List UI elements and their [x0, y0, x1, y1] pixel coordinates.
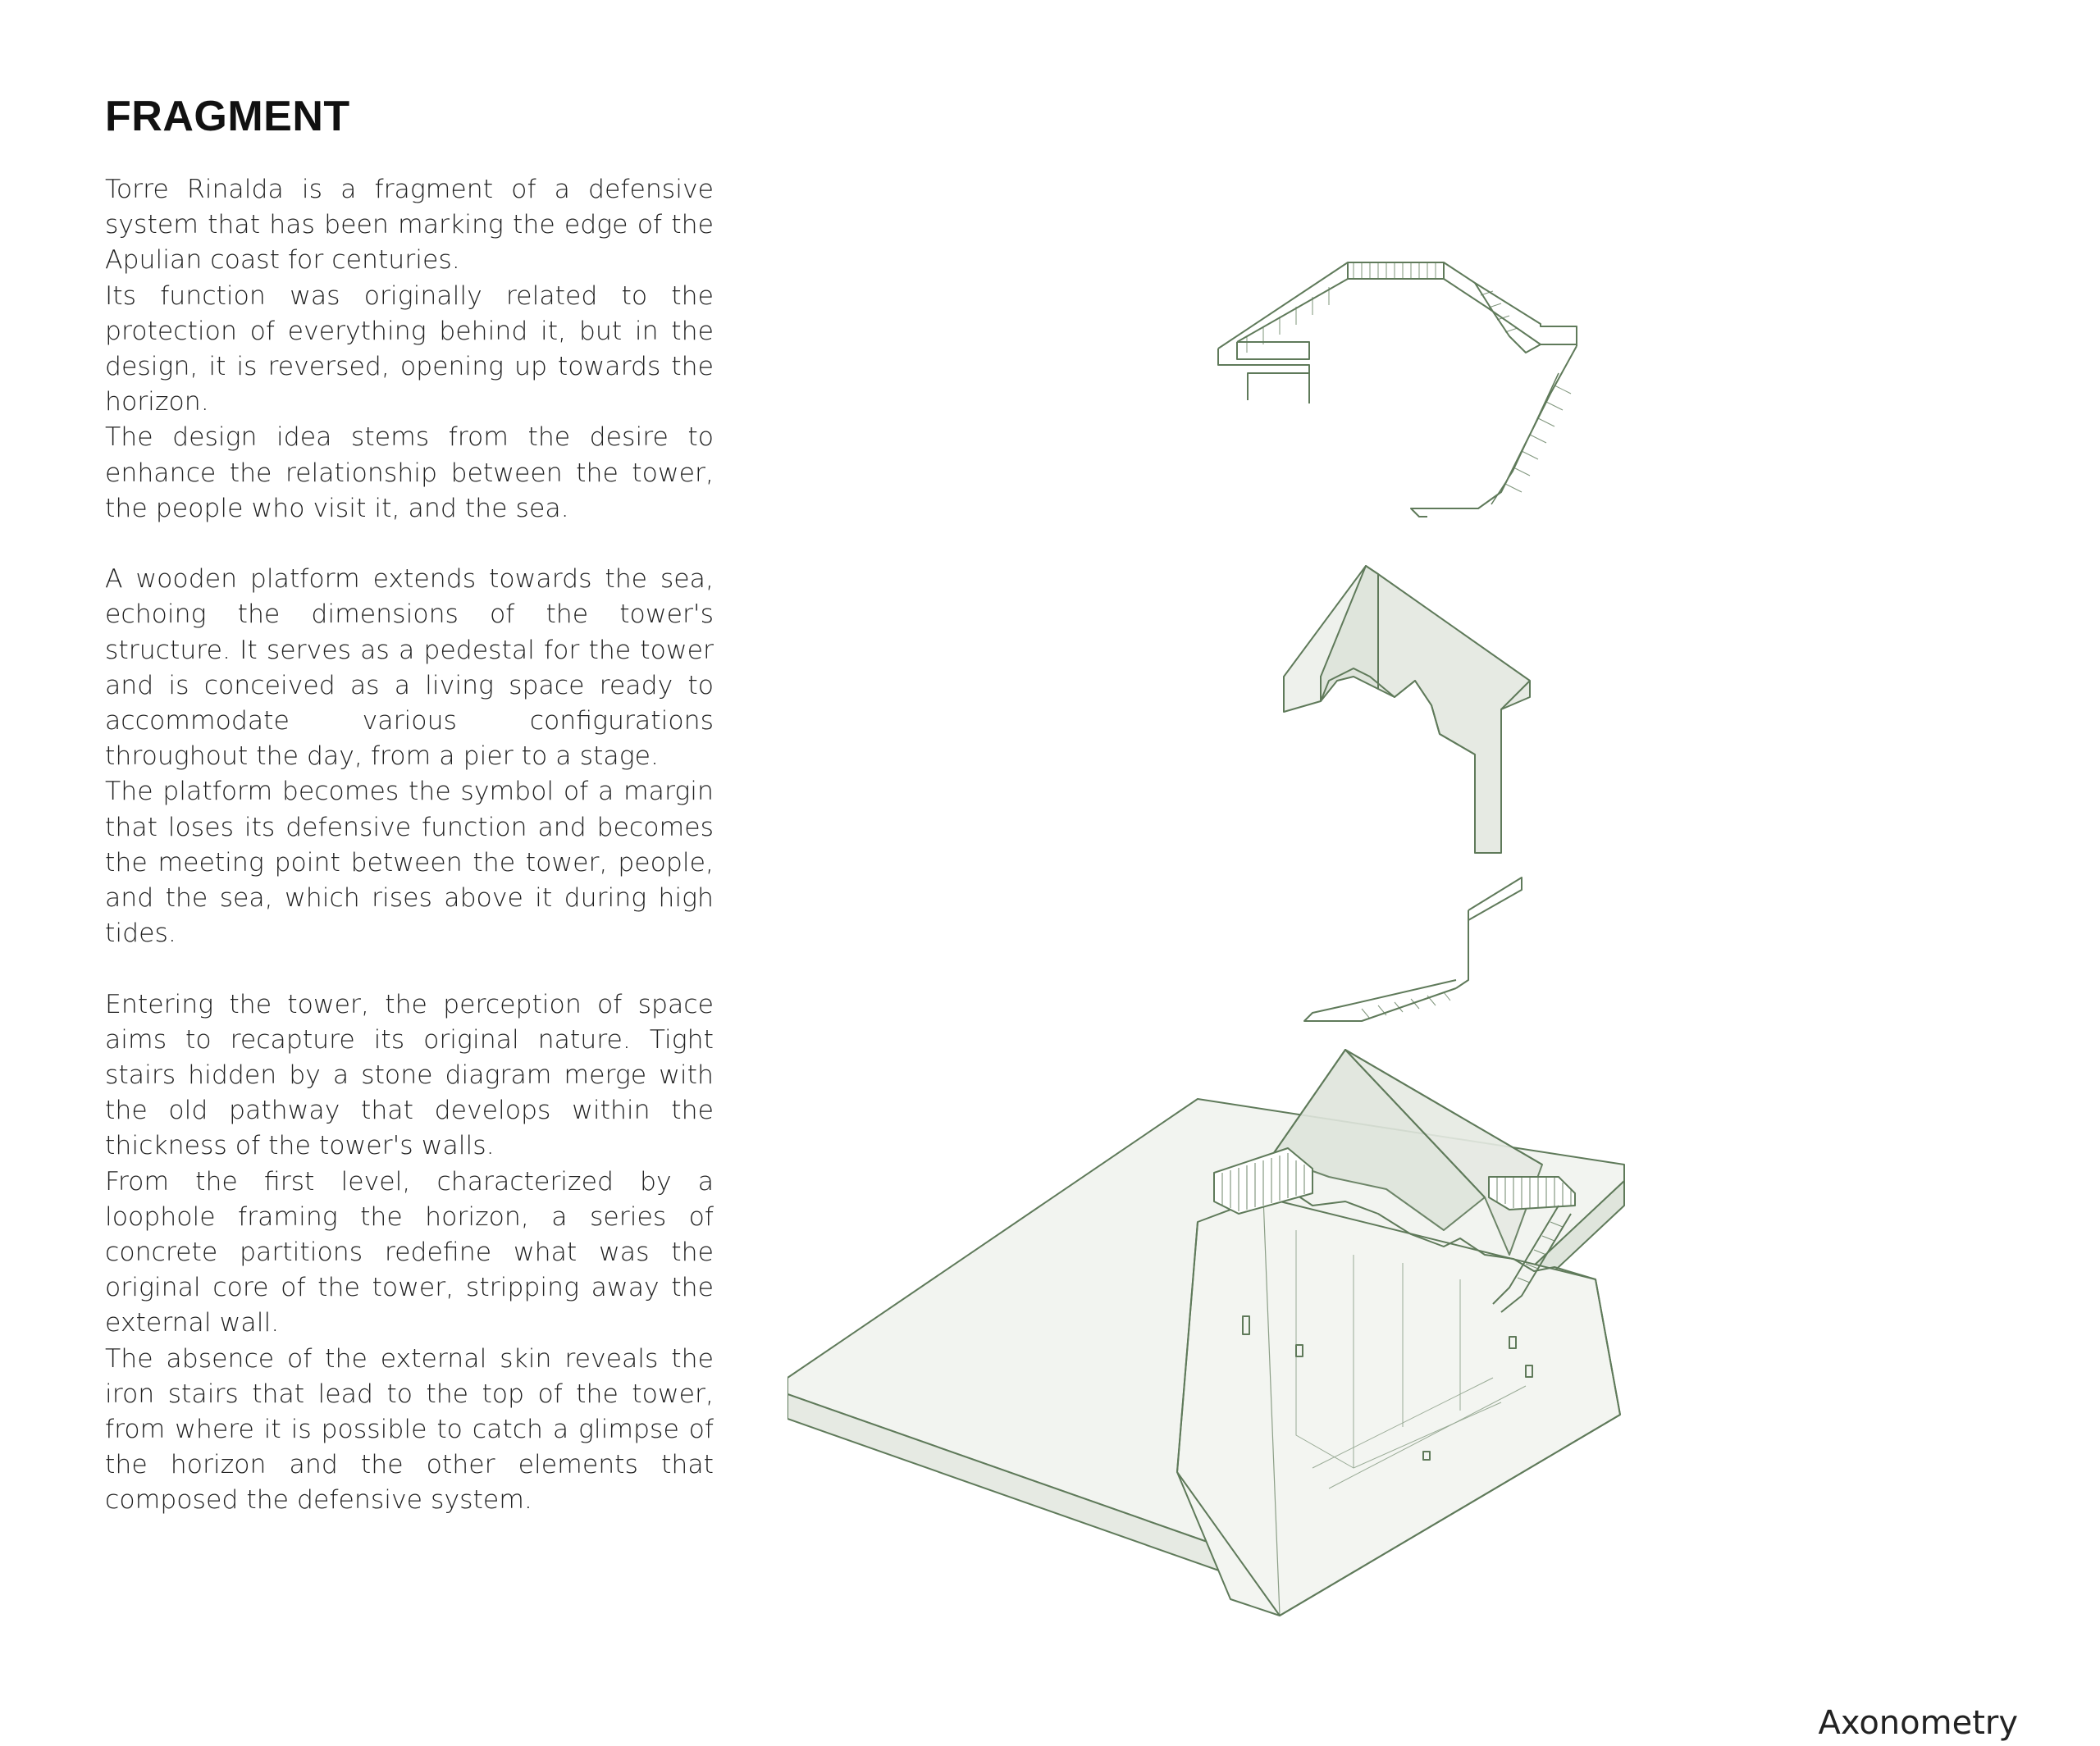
walkway-edge [1348, 262, 1444, 279]
right-wall [1378, 574, 1530, 853]
paragraph: A wooden platform extends towards the sea, echoing the dimensions of the tower's structure. It serves as a pedestal for the tower and is conceived as a living space ready to accommodate various configurations throughout the day, from a pier to a stage. [105, 564, 714, 772]
paragraph: The design idea stems from the desire to enhance the relationship between the tower, the people who visit it, and the sea. [105, 422, 714, 523]
walkway-edge [1248, 373, 1309, 400]
axonometric-drawing [788, 221, 1723, 1632]
walkway-edge [1218, 349, 1309, 373]
paragraph-gap [105, 527, 714, 562]
stair-flight [1491, 373, 1559, 504]
paragraph: Its function was originally related to the protection of everything behind it, but in the design, it is reversed, opening up towards the horizon. [105, 280, 714, 417]
paragraph-gap [105, 951, 714, 987]
paragraph: Torre Rinalda is a fragment of a defensive system that has been marking the edge of the Apulian coast for centuries. [105, 175, 714, 276]
page-title: FRAGMENT [105, 93, 350, 140]
paragraph: The platform becomes the symbol of a margin that loses its defensive function and becomes the meeting point between the tower, people, and the sea, which rises above it during high tides. [105, 777, 714, 949]
internal-stair [1304, 878, 1522, 1021]
stair-flight [1411, 346, 1577, 517]
concrete-partitions [1284, 566, 1530, 853]
balcony-right [1489, 1177, 1575, 1210]
walkway-edge [1444, 279, 1577, 344]
description-text [105, 172, 714, 1519]
walkway-edge [1237, 342, 1309, 359]
paragraph: Entering the tower, the perception of space aims to recapture its original nature. Tight stairs hidden by a stone diagram merge with the old pathway that develops within the thickness of the tower's walls. [105, 989, 714, 1161]
upper-walkway-stairs [1218, 262, 1577, 517]
paragraph: From the first level, characterized by a loophole framing the horizon, a series of concrete partitions redefine what was the original core of the tower, stripping away the external wall. [105, 1166, 714, 1338]
caption: Axonometry [1818, 1704, 2018, 1742]
walkway-edge [1218, 262, 1577, 349]
tower-on-platform [788, 1050, 1624, 1616]
paragraph: The absence of the external skin reveals the iron stairs that lead to the top of the tower, from where it is possible to catch a glimpse of the horizon and the other elements that composed the defensive system. [105, 1343, 714, 1516]
